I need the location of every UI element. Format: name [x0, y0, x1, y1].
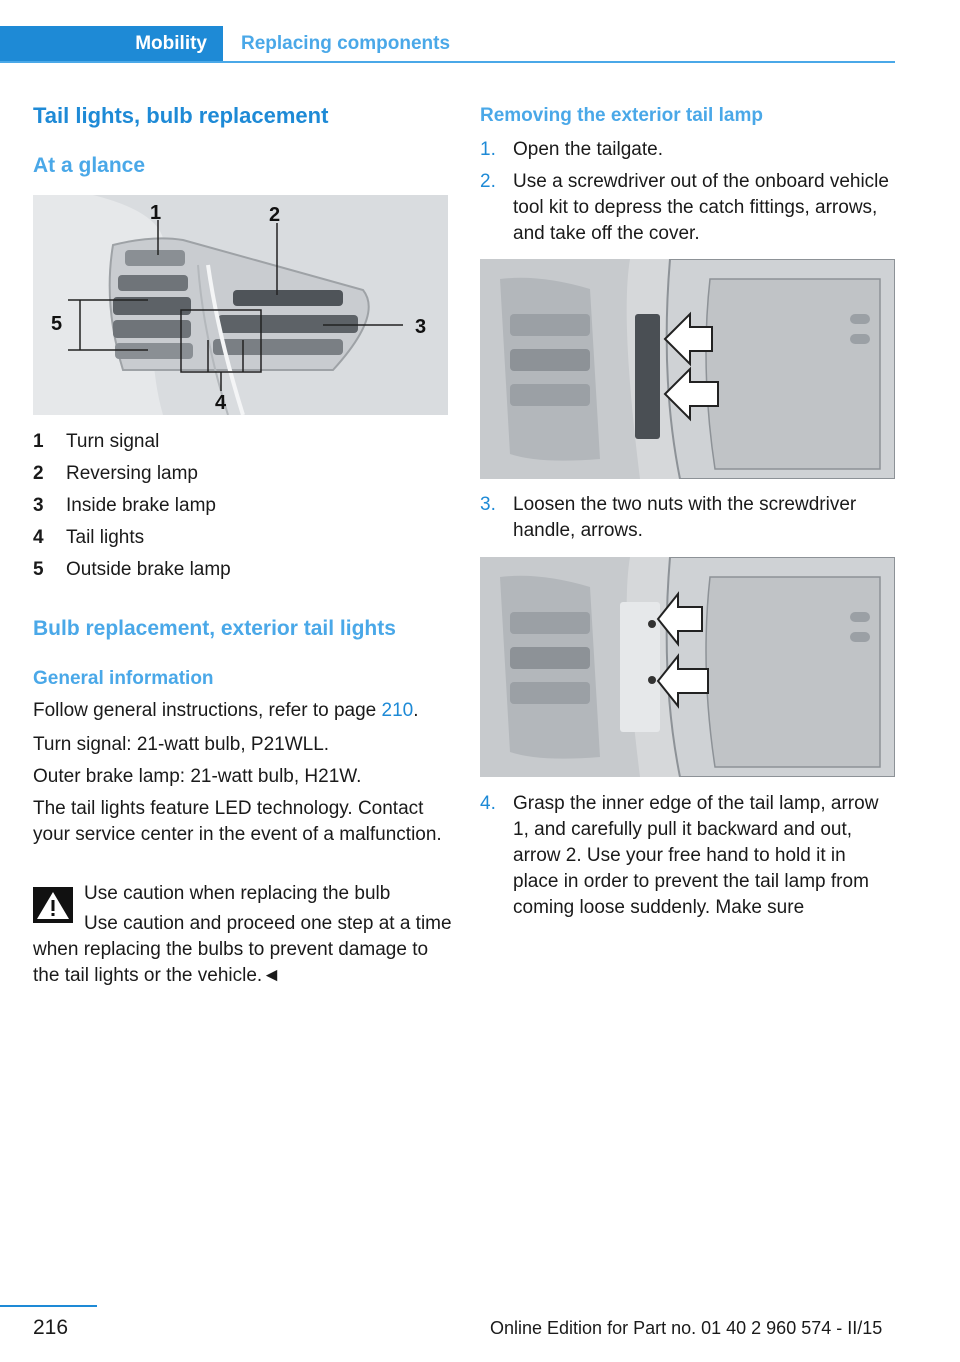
list-item: [480, 137, 895, 163]
step-text: Open the tailgate.: [513, 139, 663, 160]
turn-signal-spec: Turn signal: 21-watt bulb, P21WLL.: [33, 734, 330, 755]
legend-item: [33, 458, 231, 490]
general-instructions-text: [33, 698, 453, 724]
loosen-nuts-figure: [480, 557, 895, 777]
tab-replacing-components[interactable]: [241, 26, 450, 61]
legend-label: Turn signal: [66, 431, 160, 452]
legend-label: Outside brake lamp: [66, 559, 231, 580]
removing-tail-lamp-heading: Removing the exterior tail lamp: [480, 105, 763, 126]
step-text: Loosen the two nuts with the screwdriver handle, arrows.: [513, 494, 857, 541]
remove-cover-photo: [480, 259, 895, 479]
warning-title: Use caution when replacing the bulb: [84, 883, 391, 904]
legend-item: [33, 426, 231, 458]
step-number: 2.: [480, 171, 496, 192]
warning-body: Use caution and proceed one step at a time when replacing the bulbs to prevent damage to the tail lights or the vehicle.◄: [33, 913, 452, 986]
legend-number: 3: [33, 495, 44, 516]
outer-brake-spec: Outer brake lamp: 21-watt bulb, H21W.: [33, 766, 362, 787]
page-210-link[interactable]: 210: [381, 700, 414, 721]
callout-4: 4: [215, 392, 227, 414]
list-item: [480, 791, 895, 921]
tab-mobility[interactable]: [0, 26, 223, 61]
callout-1: 1: [150, 202, 162, 224]
general-information-heading: General information: [33, 668, 214, 689]
loosen-nuts-photo: [480, 557, 895, 777]
legend-label: Tail lights: [66, 527, 145, 548]
step-number: 4.: [480, 793, 496, 814]
legend-number: 5: [33, 559, 44, 580]
at-a-glance-heading: At a glance: [33, 154, 146, 177]
page-title: Tail lights, bulb replacement: [33, 103, 329, 128]
legend-label: Reversing lamp: [66, 463, 198, 484]
callout-2: 2: [269, 204, 281, 226]
header-tab-bar: [0, 26, 895, 62]
general-text-pre: Follow general instructions, refer to page: [33, 700, 382, 721]
step-text: Grasp the inner edge of the tail lamp, arrow 1, and carefully pull it backward and out, arrow 2. Use your free hand to hold it in place in order to prevent the tail lamp from coming loose suddenly. Make sure: [513, 793, 879, 918]
list-item: [480, 169, 895, 247]
legend-number: 2: [33, 463, 44, 484]
remove-cover-figure: [480, 259, 895, 479]
callout-3: 3: [415, 316, 427, 338]
legend-number: 1: [33, 431, 44, 452]
list-item: [480, 492, 895, 544]
tail-lights-overview-figure: [33, 195, 448, 415]
legend-number: 4: [33, 527, 44, 548]
callout-5: 5: [51, 313, 63, 335]
step-number: 1.: [480, 139, 496, 160]
step-text: Use a screwdriver out of the onboard vehicle tool kit to depress the catch fittings, arrows, and take off the cover.: [513, 171, 889, 244]
legend-label: Inside brake lamp: [66, 495, 216, 516]
step-number: 3.: [480, 494, 496, 515]
edition-note: Online Edition for Part no. 01 40 2 960 574 - II/15: [490, 1318, 883, 1338]
tab-mobility-label: Mobility: [135, 32, 207, 54]
general-text-post: .: [413, 700, 419, 721]
legend-item: [33, 522, 231, 554]
footer-divider: [0, 1305, 97, 1307]
page-number: 216: [33, 1316, 69, 1339]
figure-legend: [33, 426, 231, 586]
tail-lights-diagram: [33, 195, 448, 415]
led-technology-text: The tail lights feature LED technology. Contact your service center in the event of a malfunction.: [33, 798, 442, 845]
step-4: [480, 791, 895, 921]
step-3: [480, 492, 895, 544]
legend-item: [33, 490, 231, 522]
steps-1-2: [480, 137, 895, 247]
bulb-replacement-heading: Bulb replacement, exterior tail lights: [33, 617, 396, 640]
legend-item: [33, 554, 231, 586]
tab-replacing-components-label: Replacing components: [241, 32, 451, 54]
header-divider: [0, 61, 895, 63]
